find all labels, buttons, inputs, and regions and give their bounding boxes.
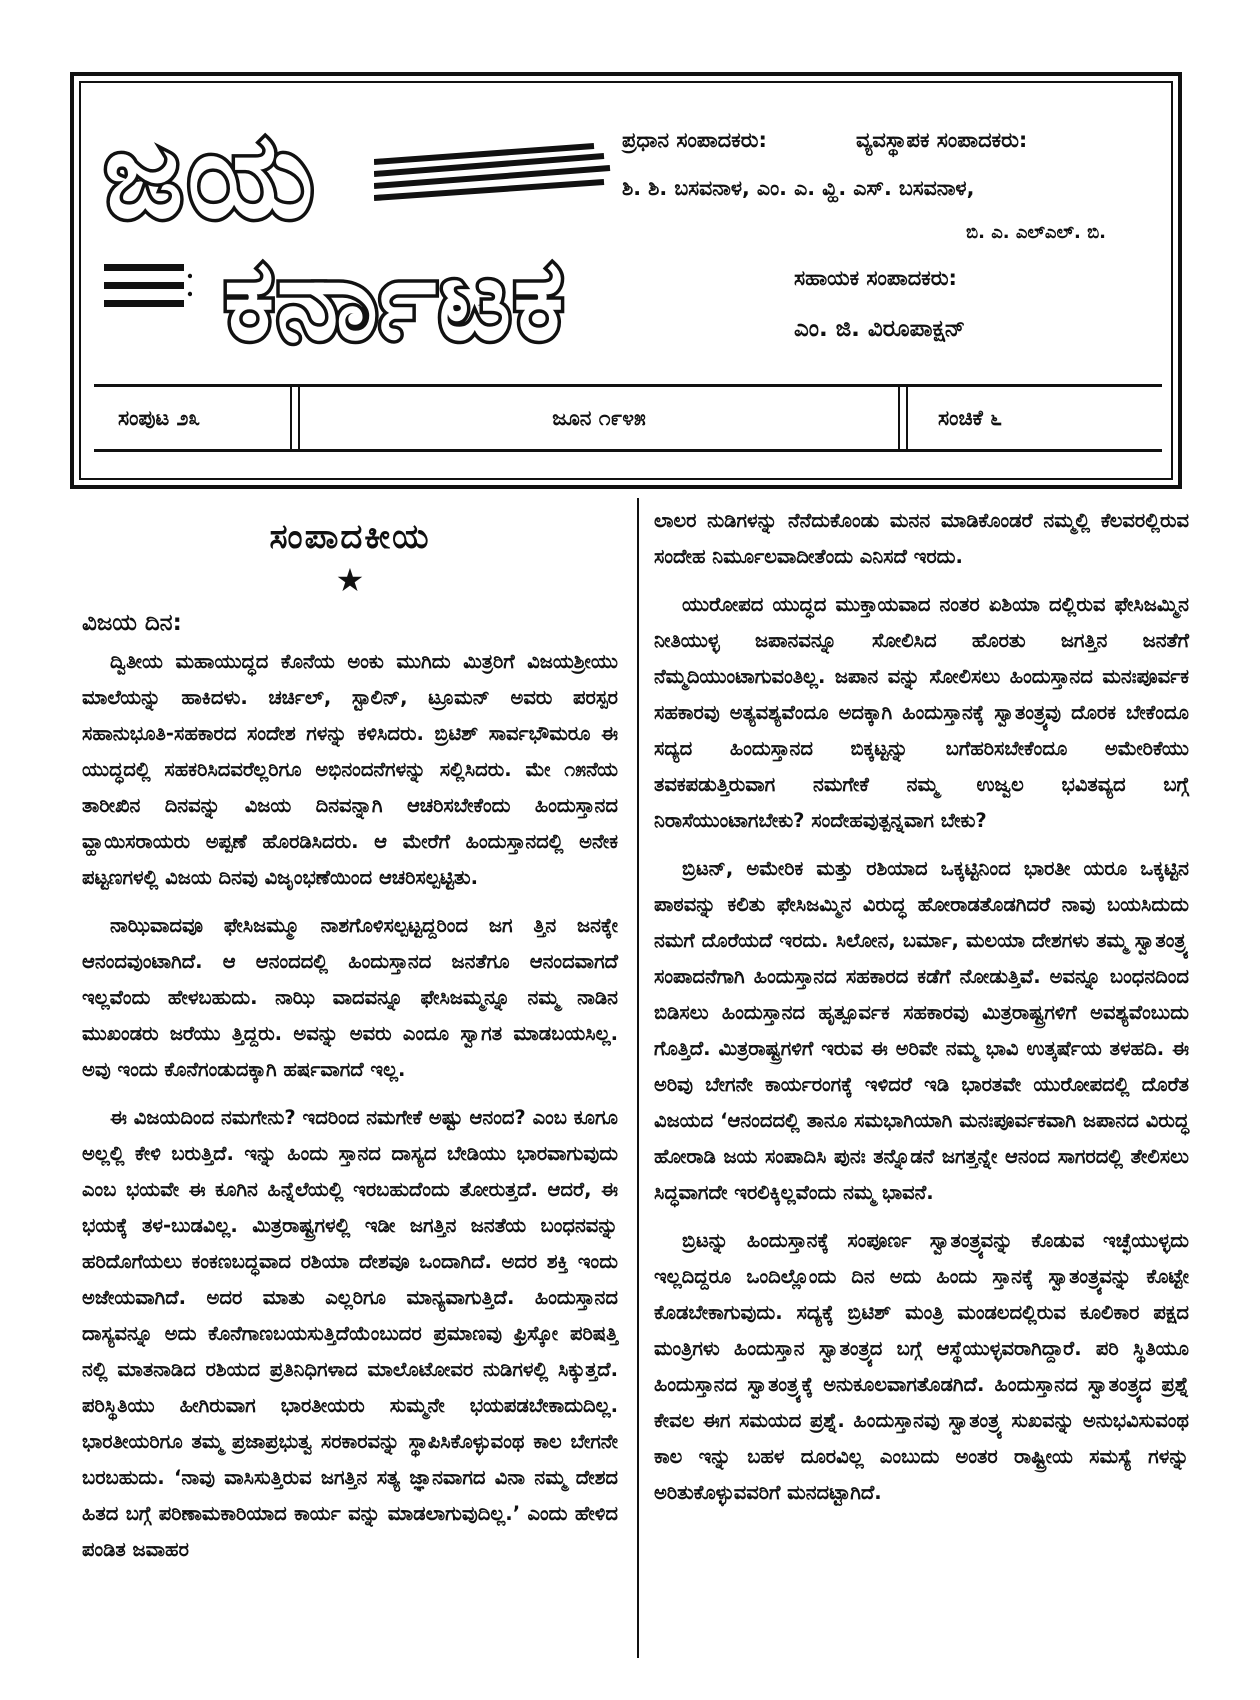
issue-number — [908, 387, 1138, 449]
paragraph: ಬ್ರಿಟನ್, ಅಮೇರಿಕ ಮತ್ತು ರಶಿಯಾದ ಒಕ್ಕಟ್ಟಿನಿಂದ ಭಾರತೀ ಯರೂ ಒಕ್ಕಟ್ಟಿನ ಪಾಠವನ್ನು ಕಲಿತು ಫೇಸಿಜಮ್ಮಿನ ವಿರುದ್ಧ ಹೋರಾಡತೊಡಗಿದರೆ ನಾವು ಬಯಸಿದುದು ನಮಗೆ ದೊರೆಯದೆ ಇರದು. ಸಿಲೋನ, ಬರ್ಮಾ, ಮಲಯಾ ದೇಶಗಳು ತಮ್ಮ ಸ್ವಾತಂತ್ರ್ಯ ಸಂಪಾದನೆಗಾಗಿ ಹಿಂದುಸ್ತಾನದ ಸಹಕಾರದ ಕಡೆಗೆ ನೋಡುತ್ತಿವೆ. ಅವನ್ನೂ ಬಂಧನದಿಂದ ಬಿಡಿಸಲು ಹಿಂದುಸ್ತಾನದ ಹೃತ್ಪೂರ್ವಕ ಸಹಕಾರವು ಮಿತ್ರರಾಷ್ಟ್ರಗಳಿಗೆ ಅವಶ್ಯವೆಂಬುದು ಗೊತ್ತಿದೆ. ಮಿತ್ರರಾಷ್ಟ್ರಗಳಿಗೆ ಇರುವ ಈ ಅರಿವೇ ನಮ್ಮ ಭಾವಿ ಉತ್ಕರ್ಷೆಯ ತಳಹದಿ. ಈ ಅರಿವು ಬೇಗನೇ ಕಾರ್ಯರಂಗಕ್ಕೆ ಇಳಿದರೆ ಇಡಿ ಭಾರತವೇ ಯುರೋಪದಲ್ಲಿ ದೊರೆತ ವಿಜಯದ ‘ಆನಂದದಲ್ಲಿ ತಾನೂ ಸಮಭಾಗಿಯಾಗಿ ಮನಃಪೂರ್ವಕವಾಗಿ ಜಪಾನದ ವಿರುದ್ಧ ಹೋರಾಡಿ ಜಯ ಸಂಪಾದಿಸಿ ಪುನಃ ತನ್ನೊಡನೆ ಜಗತ್ತನ್ನೇ ಆನಂದ ಸಾಗರದಲ್ಲಿ ತೇಲಿಸಲು ಸಿದ್ಧವಾಗದೇ ಇರಲಿಕ್ಕಿಲ್ಲವೆಂದು ನಮ್ಮ ಭಾವನೆ. — [654, 857, 1189, 1204]
paragraph: ನಾಝಿವಾದವೂ ಫೇಸಿಜಮ್ಮೂ ನಾಶಗೊಳಿಸಲ್ಪಟ್ಟದ್ದರಿಂದ ಜಗ ತ್ತಿನ ಜನಕ್ಕೇ ಆನಂದವುಂಟಾಗಿದೆ. ಆ ಆನಂದದಲ್ಲಿ ಹಿಂದುಸ್ತಾನದ ಜನತೆಗೂ ಆನಂದವಾಗದೆ ಇಲ್ಲವೆಂದು ಹೇಳಬಹುದು. ನಾಝಿ ವಾದವನ್ನೂ ಫೇಸಿಜಮ್ಮನ್ನೂ ನಮ್ಮ ನಾಡಿನ ಮುಖಂಡರು ಜರೆಯು ತ್ತಿದ್ದರು. ಅವನ್ನು ಅವರು ಎಂದೂ ಸ್ವಾಗತ ಮಾಡಬಯಸಿಲ್ಲ. ಅವು ಇಂದು ಕೊನೆಗಂಡುದಕ್ಕಾಗಿ ಹರ್ಷವಾಗದೆ ಇಲ್ಲ. — [82, 913, 618, 1081]
paragraph: ದ್ವಿತೀಯ ಮಹಾಯುದ್ಧದ ಕೊನೆಯ ಅಂಕು ಮುಗಿದು ಮಿತ್ರರಿಗೆ ವಿಜಯಶ್ರೀಯು ಮಾಲೆಯನ್ನು ಹಾಕಿದಳು. ಚರ್ಚಿಲ್, ಸ್ಟಾಲಿನ್, ಟ್ರೂಮನ್ ಅವರು ಪರಸ್ಪರ ಸಹಾನುಭೂತಿ-ಸಹಕಾರದ ಸಂದೇಶ ಗಳನ್ನು ಕಳಿಸಿದರು. ಬ್ರಿಟಿಶ್ ಸಾರ್ವಭೌಮರೂ ಈ ಯುದ್ಧದಲ್ಲಿ ಸಹಕರಿಸಿದವರೆಲ್ಲರಿಗೂ ಅಭಿನಂದನೆಗಳನ್ನು ಸಲ್ಲಿಸಿದರು. ಮೇ ೧೫ನೆಯ ತಾರೀಖಿನ ದಿನವನ್ನು ವಿಜಯ ದಿನವನ್ನಾಗಿ ಆಚರಿಸಬೇಕೆಂದು ಹಿಂದುಸ್ತಾನದ ವ್ಹಾಯಿಸರಾಯರು ಅಪ್ಪಣೆ ಹೊರಡಿಸಿದರು. ಆ ಮೇರೆಗೆ ಹಿಂದುಸ್ತಾನದಲ್ಲಿ ಅನೇಕ ಪಟ್ಟಣಗಳಲ್ಲಿ ವಿಜಯ ದಿನವು ವಿಜೃಂಭಣೆಯಿಂದ ಆಚರಿಸಲ್ಪಟ್ಟಿತು. — [82, 649, 618, 889]
column-divider — [637, 498, 639, 1658]
star-icon: ★ — [335, 561, 365, 599]
masthead-title-karnataka: ಕರ್ನಾಟಕ — [224, 235, 566, 365]
issue-divider — [898, 387, 908, 449]
paragraph: ಲಾಲರ ನುಡಿಗಳನ್ನು ನೆನೆದುಕೊಂಡು ಮನನ ಮಾಡಿಕೊಂಡರೆ ನಮ್ಮಲ್ಲಿ ಕೆಲವರಲ್ಲಿರುವ ಸಂದೇಹ ನಿರ್ಮೂಲವಾದೀತೆಂದು ಎನಿಸದೆ ಇರದು. — [654, 509, 1189, 568]
masthead — [70, 72, 1182, 489]
issue-number-text: ಸಂಚಿಕೆ ೬ — [938, 405, 1002, 430]
issue-volume — [94, 387, 290, 449]
issue-date — [300, 387, 898, 449]
paragraph: ಬ್ರಿಟನ್ನು ಹಿಂದುಸ್ತಾನಕ್ಕೆ ಸಂಪೂರ್ಣ ಸ್ವಾತಂತ್ರ್ಯವನ್ನು ಕೊಡುವ ಇಚ್ಛೆಯುಳ್ಳದು ಇಲ್ಲದಿದ್ದರೂ ಒಂದಿಲ್ಲೊಂದು ದಿನ ಅದು ಹಿಂದು ಸ್ತಾನಕ್ಕೆ ಸ್ವಾತಂತ್ರ್ಯವನ್ನು ಕೊಟ್ಟೇ ಕೊಡಬೇಕಾಗುವುದು. ಸದ್ಯಕ್ಕೆ ಬ್ರಿಟಿಶ್ ಮಂತ್ರಿ ಮಂಡಲದಲ್ಲಿರುವ ಕೂಲಿಕಾರ ಪಕ್ಷದ ಮಂತ್ರಿಗಳು ಹಿಂದುಸ್ತಾನ ಸ್ವಾತಂತ್ರ್ಯದ ಬಗ್ಗೆ ಆಸ್ಥೆಯುಳ್ಳವರಾಗಿದ್ದಾರೆ. ಪರಿ ಸ್ಥಿತಿಯೂ ಹಿಂದುಸ್ತಾನದ ಸ್ವಾತಂತ್ರ್ಯಕ್ಕೆ ಅನುಕೂಲವಾಗತೊಡಗಿದೆ. ಹಿಂದುಸ್ತಾನದ ಸ್ವಾತಂತ್ರ್ಯದ ಪ್ರಶ್ನೆ ಕೇವಲ ಈಗ ಸಮಯದ ಪ್ರಶ್ನೆ. ಹಿಂದುಸ್ತಾನವು ಸ್ವಾತಂತ್ರ್ಯ ಸುಖವನ್ನು ಅನುಭವಿಸುವಂಥ ಕಾಲ ಇನ್ನು ಬಹಳ ದೂರವಿಲ್ಲ ಎಂಬುದು ಅಂತರ ರಾಷ್ಟ್ರೀಯ ಸಮಸ್ಯೆ ಗಳನ್ನು ಅರಿತುಕೊಳ್ಳುವವರಿಗೆ ಮನದಟ್ಟಾಗಿದೆ. — [654, 1229, 1189, 1504]
assistant-editors-label: ಸಹಾಯಕ ಸಂಪಾದಕರು: — [794, 266, 957, 290]
article-left-column — [82, 512, 618, 1580]
section-heading: ವಿಜಯ ದಿನ: — [82, 610, 182, 636]
subtitle-speed-lines — [104, 258, 192, 318]
editorial-heading: ಸಂಪಾದಕೀಯ — [269, 517, 431, 557]
paragraph: ಈ ವಿಜಯದಿಂದ ನಮಗೇನು? ಇದರಿಂದ ನಮಗೇಕೆ ಅಷ್ಟು ಆನಂದ? ಎಂಬ ಕೂಗೂ ಅಲ್ಲಲ್ಲಿ ಕೇಳಿ ಬರುತ್ತಿದೆ. ಇನ್ನು ಹಿಂದು ಸ್ತಾನದ ದಾಸ್ಯದ ಬೇಡಿಯು ಭಾರವಾಗುವುದು ಎಂಬ ಭಯವೇ ಈ ಕೂಗಿನ ಹಿನ್ನೆಲೆಯಲ್ಲಿ ಇರಬಹುದೆಂದು ತೋರುತ್ತದೆ. ಆದರೆ, ಈ ಭಯಕ್ಕೆ ತಳ-ಬುಡವಿಲ್ಲ. ಮಿತ್ರರಾಷ್ಟ್ರಗಳಲ್ಲಿ ಇಡೀ ಜಗತ್ತಿನ ಜನತೆಯ ಬಂಧನವನ್ನು ಹರಿದೊಗೆಯಲು ಕಂಕಣಬದ್ಧವಾದ ರಶಿಯಾ ದೇಶವೂ ಒಂದಾಗಿದೆ. ಅದರ ಶಕ್ತಿ ಇಂದು ಅಜೇಯವಾಗಿದೆ. ಅದರ ಮಾತು ಎಲ್ಲರಿಗೂ ಮಾನ್ಯವಾಗುತ್ತಿದೆ. ಹಿಂದುಸ್ತಾನದ ದಾಸ್ಯವನ್ನೂ ಅದು ಕೊನೆಗಾಣಬಯಸುತ್ತಿದೆಯೆಂಬುದರ ಪ್ರಮಾಣವು ಫ್ರಿಸ್ಕೋ ಪರಿಷತ್ತಿ ನಲ್ಲಿ ಮಾತನಾಡಿದ ರಶಿಯದ ಪ್ರತಿನಿಧಿಗಳಾದ ಮಾಲೊಟೋವರ ನುಡಿಗಳಲ್ಲಿ ಸಿಕ್ಕುತ್ತದೆ. ಪರಿಸ್ಥಿತಿಯು ಹೀಗಿರುವಾಗ ಭಾರತೀಯರು ಸುಮ್ಮನೇ ಭಯಪಡಬೇಕಾದುದಿಲ್ಲ. ಭಾರತೀಯರಿಗೂ ತಮ್ಮ ಪ್ರಜಾಪ್ರಭುತ್ವ ಸರಕಾರವನ್ನು ಸ್ಥಾಪಿಸಿಕೊಳ್ಳುವಂಥ ಕಾಲ ಬೇಗನೇ ಬರಬಹುದು. ‘ನಾವು ವಾಸಿಸುತ್ತಿರುವ ಜಗತ್ತಿನ ಸತ್ಯ ಜ್ಞಾನವಾಗದ ವಿನಾ ನಮ್ಮ ದೇಶದ ಹಿತದ ಬಗ್ಗೆ ಪರಿಣಾಮಕಾರಿಯಾದ ಕಾರ್ಯ ವನ್ನು ಮಾಡಲಾಗುವುದಿಲ್ಲ.’ ಎಂದು ಹೇಳಿದ ಪಂಡಿತ ಜವಾಹರ — [82, 1105, 618, 1561]
chief-editors-label: ಪ್ರಧಾನ ಸಂಪಾದಕರು: — [622, 128, 767, 152]
masthead-title-jaya: ಜಯ — [104, 106, 318, 244]
paragraph: ಯುರೋಪದ ಯುದ್ಧದ ಮುಕ್ತಾಯವಾದ ನಂತರ ಏಶಿಯಾ ದಲ್ಲಿರುವ ಫೇಸಿಜಮ್ಮಿನ ನೀತಿಯುಳ್ಳ ಜಪಾನವನ್ನೂ ಸೋಲಿಸಿದ ಹೊರತು ಜಗತ್ತಿನ ಜನತೆಗೆ ನೆಮ್ಮದಿಯುಂಟಾಗುವಂತಿಲ್ಲ. ಜಪಾನ ವನ್ನು ಸೋಲಿಸಲು ಹಿಂದುಸ್ತಾನದ ಮನಃಪೂರ್ವಕ ಸಹಕಾರವು ಅತ್ಯವಶ್ಯವೆಂದೂ ಅದಕ್ಕಾಗಿ ಹಿಂದುಸ್ತಾನಕ್ಕೆ ಸ್ವಾತಂತ್ರ್ಯವು ದೊರಕ ಬೇಕೆಂದೂ ಸದ್ಯದ ಹಿಂದುಸ್ತಾನದ ಬಿಕ್ಕಟ್ಟನ್ನು ಬಗೆಹರಿಸಬೇಕೆಂದೂ ಅಮೇರಿಕೆಯು ತವಕಪಡುತ್ತಿರುವಾಗ ನಮಗೇಕೆ ನಮ್ಮ ಉಜ್ವಲ ಭವಿತವ್ಯದ ಬಗ್ಗೆ ನಿರಾಸೆಯುಂಟಾಗಬೇಕು? ಸಂದೇಹವುತ್ಪನ್ನವಾಗ ಬೇಕು? — [654, 593, 1189, 832]
article-right-column — [654, 503, 1189, 1523]
title-speed-lines — [374, 142, 612, 212]
assistant-editor-name: ಎಂ. ಜಿ. ವಿರೂಪಾಕ್ಷನ್ — [794, 316, 966, 342]
editors-degree: ಬಿ. ಎ. ಎಲ್‌ಎಲ್. ಬಿ. — [966, 222, 1107, 243]
issue-volume-text: ಸಂಪುಟ ೨೩ — [118, 405, 201, 430]
managing-editors-label: ವ್ಯವಸ್ಥಾಪಕ ಸಂಪಾದಕರು: — [856, 128, 1028, 152]
issue-divider — [290, 387, 300, 449]
editors-names: ಶಿ. ಶಿ. ಬಸವನಾಳ, ಎಂ. ಎ. ವ್ಹಿ. ಎಸ್. ಬಸವನಾಳ, — [622, 176, 975, 200]
issue-bar — [94, 384, 1162, 452]
issue-date-text: ಜೂನ ೧೯೪೫ — [552, 405, 646, 430]
